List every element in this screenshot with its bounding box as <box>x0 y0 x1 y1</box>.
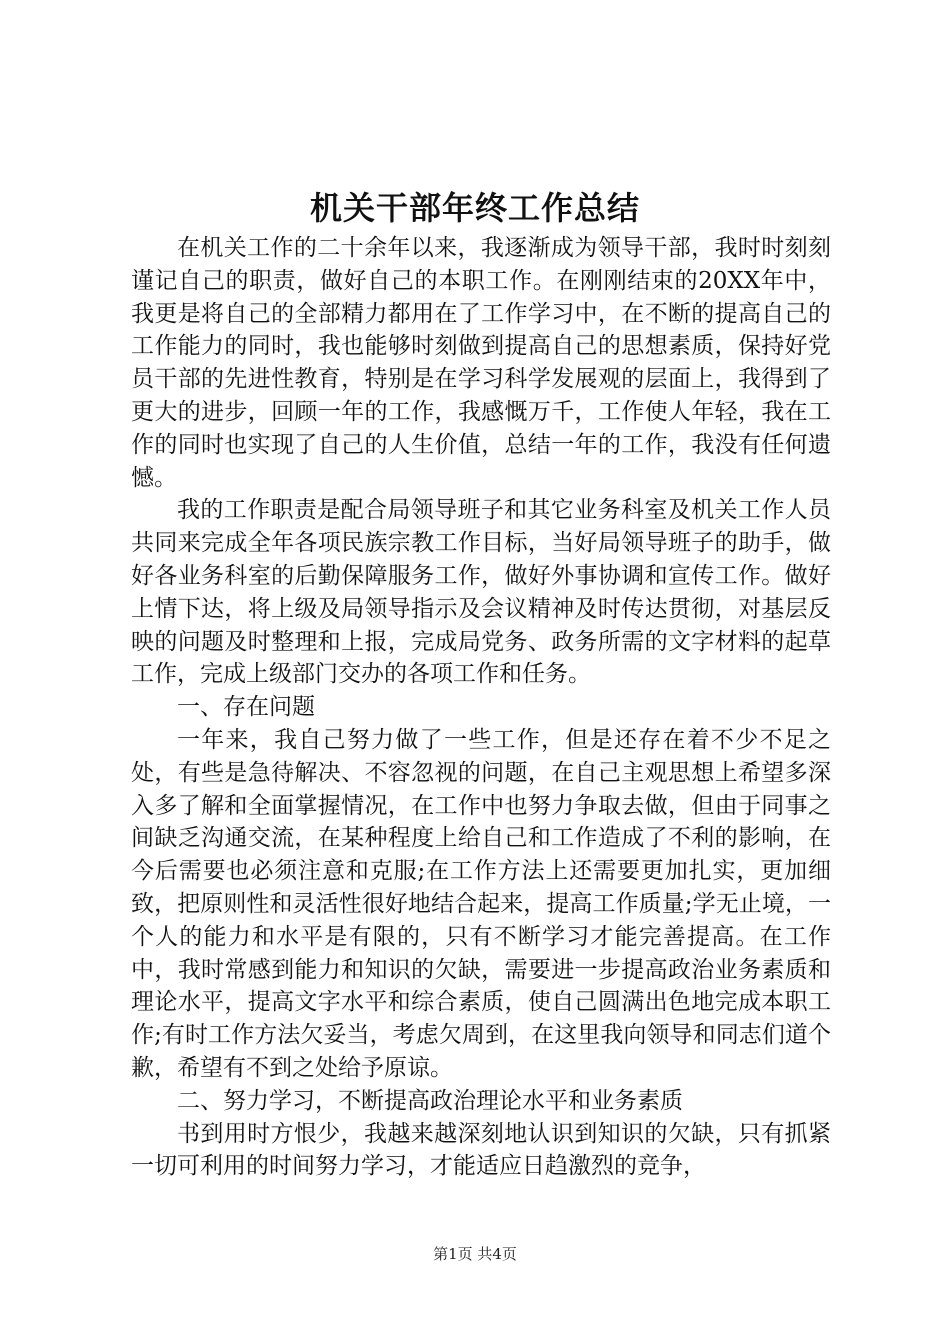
page-footer <box>0 1244 950 1264</box>
page-number-label: 第1页 共4页 <box>433 1245 517 1263</box>
section-heading-problems: 一、存在问题 <box>177 694 315 721</box>
document-body <box>131 232 831 1183</box>
paragraph-problems: 一年来，我自己努力做了一些工作，但是还存在着不少不足之处，有些是急待解决、不容忽视的问题，在自己主观思想上希望多深入多了解和全面掌握情况，在工作中也努力争取去做，但由于同事之间缺乏沟通交流，在某种程度上给自己和工作造成了不利的影响，在今后需要也必须注意和克服;在工作方法上还需要更加扎实，更加细致，把原则性和灵活性很好地结合起来，提高工作质量;学无止境，一个人的能力和水平是有限的，只有不断学习才能完善提高。在工作中，我时常感到能力和知识的欠缺，需要进一步提高政治业务素质和理论水平，提高文字水平和综合素质，使自己圆满出色地完成本职工作;有时工作方法欠妥当，考虑欠周到，在这里我向领导和同志们道个歉，希望有不到之处给予原谅。 <box>131 726 831 1081</box>
paragraph-study: 书到用时方恨少，我越来越深刻地认识到知识的欠缺，只有抓紧一切可利用的时间努力学习，才能适应日趋激烈的竞争， <box>131 1120 831 1180</box>
section-heading-study: 二、努力学习，不断提高政治理论水平和业务素质 <box>177 1087 683 1114</box>
document-title: 机关干部年终工作总结 <box>309 189 640 227</box>
paragraph-duties: 我的工作职责是配合局领导班子和其它业务科室及机关工作人员共同来完成全年各项民族宗教工作目标，当好局领导班子的助手，做好各业务科室的后勤保障服务工作，做好外事协调和宣传工作。做好上情下达，将上级及局领导指示及会议精神及时传达贯彻，对基层反映的问题及时整理和上报，完成局党务、政务所需的文字材料的起草工作，完成上级部门交办的各项工作和任务。 <box>131 497 831 688</box>
paragraph-intro: 在机关工作的二十余年以来，我逐渐成为领导干部，我时时刻刻谨记自己的职责，做好自己的本职工作。在刚刚结束的20XX年中，我更是将自己的全部精力都用在了工作学习中，在不断的提高自己的工作能力的同时，我也能够时刻做到提高自己的思想素质，保持好党员干部的先进性教育，特别是在学习科学发展观的层面上，我得到了更大的进步，回顾一年的工作，我感慨万千，工作使人年轻，我在工作的同时也实现了自己的人生价值，总结一年的工作，我没有任何遗憾。 <box>131 235 831 491</box>
